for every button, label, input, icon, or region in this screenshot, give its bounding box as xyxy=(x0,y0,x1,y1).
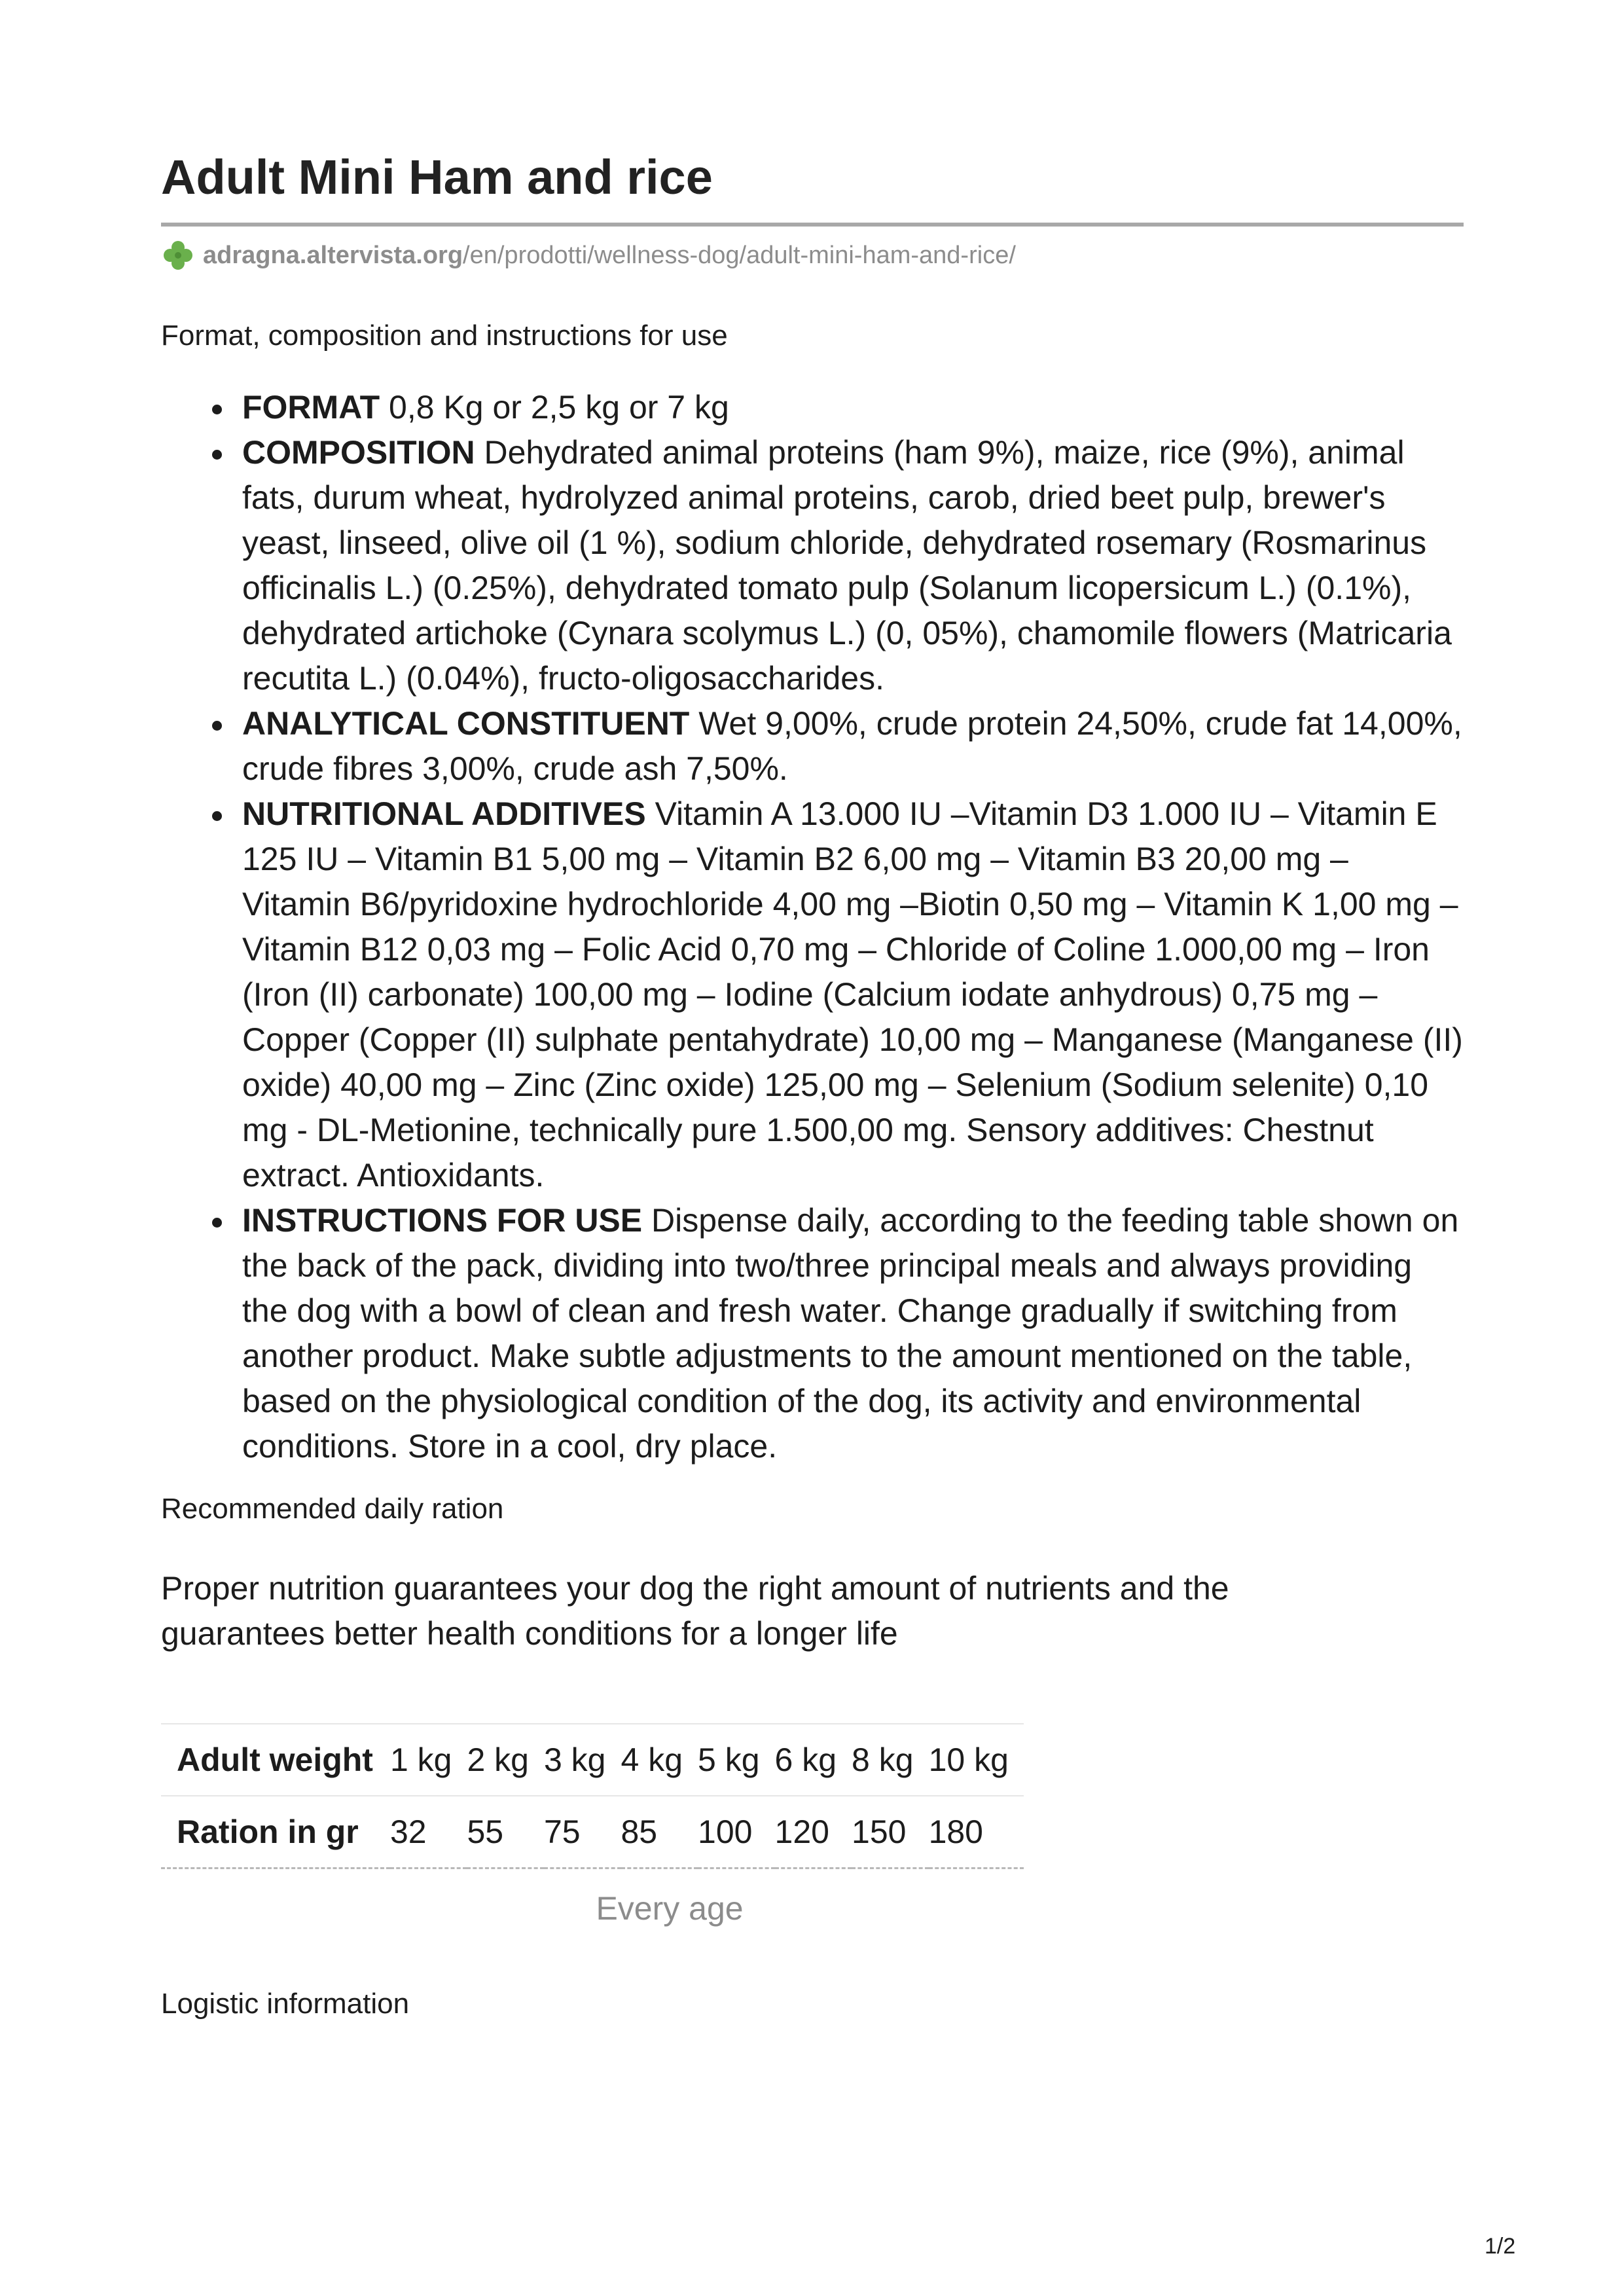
spec-item-analytical-constituent xyxy=(242,701,1464,792)
spec-item-composition xyxy=(242,430,1464,701)
spec-list xyxy=(161,385,1464,1469)
ration-cell: 150 xyxy=(852,1796,929,1868)
weight-cell: 2 kg xyxy=(467,1724,544,1796)
logistic-section-heading: Logistic information xyxy=(161,1988,410,2020)
ration-intro: Proper nutrition guarantees your dog the right amount of nutrients and the guarantees better health conditions for a longer life xyxy=(161,1570,1229,1652)
spec-text: 0,8 Kg or 2,5 kg or 7 kg xyxy=(389,389,729,426)
ration-cell: 100 xyxy=(698,1796,775,1868)
weight-row xyxy=(161,1724,1024,1796)
source-url[interactable] xyxy=(161,237,1016,274)
source-path: /en/prodotti/wellness-dog/adult-mini-ham-and-rice/ xyxy=(463,241,1016,269)
weight-cell: 1 kg xyxy=(390,1724,467,1796)
spec-key: COMPOSITION xyxy=(242,434,475,471)
ration-cell: 75 xyxy=(544,1796,621,1868)
spec-key: FORMAT xyxy=(242,389,380,426)
format-section-heading: Format, composition and instructions for use xyxy=(161,319,728,352)
weight-cell: 10 kg xyxy=(929,1724,1024,1796)
ration-cell: 32 xyxy=(390,1796,467,1868)
spec-text: Vitamin A 13.000 IU –Vitamin D3 1.000 IU – Vitamin E 125 IU – Vitamin B1 5,00 mg – Vitamin B2 6,00 mg – Vitamin B3 20,00 mg – Vitamin B6/pyridoxine hydrochloride 4,00 mg –Biotin 0,50 mg – Vitamin K 1,00 mg – Vitamin B12 0,03 mg – Folic Acid 0,70 mg – Chloride of Coline 1.000,00 mg – Iron (Iron (II) carbonate) 100,00 mg – Iodine (Calcium iodate anhydrous) 0,75 mg – Copper (Copper (II) sulphate pentahydrate) 10,00 mg – Manganese (Manganese (II) oxide) 40,00 mg – Zinc (Zinc oxide) 125,00 mg – Selenium (Sodium selenite) 0,10 mg - DL-Metionine, technically pure 1.500,00 mg. Sensory additives: Chestnut extract. Antioxidants. xyxy=(242,795,1463,1194)
ration-cell: 85 xyxy=(621,1796,698,1868)
ration-row xyxy=(161,1796,1024,1868)
page-title: Adult Mini Ham and rice xyxy=(161,150,713,204)
page-number: 1/2 xyxy=(1485,2234,1516,2259)
weight-cell: 5 kg xyxy=(698,1724,775,1796)
ration-section-heading: Recommended daily ration xyxy=(161,1493,504,1525)
ration-cell: 55 xyxy=(467,1796,544,1868)
spec-key: INSTRUCTIONS FOR USE xyxy=(242,1202,643,1239)
spec-item-format xyxy=(242,385,1464,430)
ration-row-header: Ration in gr xyxy=(161,1796,390,1868)
weight-row-header: Adult weight xyxy=(161,1724,390,1796)
weight-cell: 3 kg xyxy=(544,1724,621,1796)
table-caption: Every age xyxy=(596,1890,744,1927)
spec-key: NUTRITIONAL ADDITIVES xyxy=(242,795,646,832)
spec-item-nutritional-additives xyxy=(242,792,1464,1198)
spec-text: Dispense daily, according to the feeding table shown on the back of the pack, dividing into two/three principal meals and always providing the dog with a bowl of clean and fresh water. Change gradually if switching from another product. Make subtle adjustments to the amount mentioned on the table, based on the physiological condition of the dog, its activity and environmental conditions. Store in a cool, dry place. xyxy=(242,1202,1459,1465)
ration-cell: 120 xyxy=(775,1796,852,1868)
spec-text: Dehydrated animal proteins (ham 9%), maize, rice (9%), animal fats, durum wheat, hydrolyzed animal proteins, carob, dried beet pulp, brewer's yeast, linseed, olive oil (1 %), sodium chloride, dehydrated rosemary (Rosmarinus officinalis L.) (0.25%), dehydrated tomato pulp (Solanum licopersicum L.) (0.1%), dehydrated artichoke (Cynara scolymus L.) (0, 05%), chamomile flowers (Matricaria recutita L.) (0.04%), fructo-oligosaccharides. xyxy=(242,434,1452,697)
weight-cell: 8 kg xyxy=(852,1724,929,1796)
spec-text: Wet 9,00%, crude protein 24,50%, crude fat 14,00%, crude fibres 3,00%, crude ash 7,50%. xyxy=(242,705,1462,787)
ration-table xyxy=(161,1723,1024,1869)
title-divider xyxy=(161,223,1464,227)
source-domain: adragna.altervista.org xyxy=(203,241,463,269)
weight-cell: 4 kg xyxy=(621,1724,698,1796)
spec-item-instructions xyxy=(242,1198,1464,1469)
clover-icon xyxy=(161,238,195,272)
spec-key: ANALYTICAL CONSTITUENT xyxy=(242,705,690,742)
weight-cell: 6 kg xyxy=(775,1724,852,1796)
ration-cell: 180 xyxy=(929,1796,1024,1868)
